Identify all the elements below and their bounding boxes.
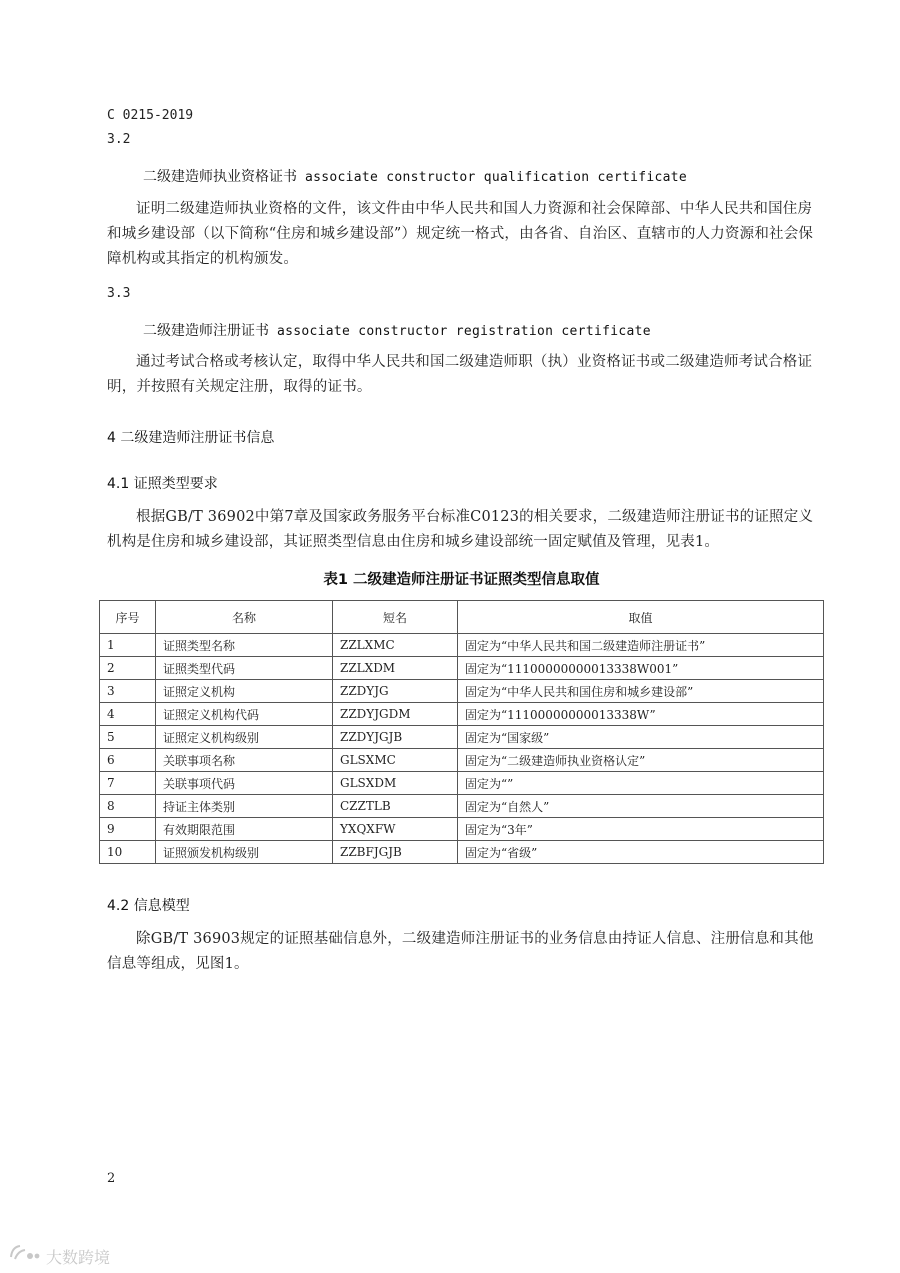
- row-number: 3: [100, 680, 156, 703]
- table-row: [100, 703, 824, 726]
- certificate-type-table: [99, 600, 824, 864]
- row-value: 固定为“二级建造师执业资格认定”: [458, 749, 824, 772]
- row-number: 10: [100, 841, 156, 864]
- row-short-name: ZZDYJGJB: [333, 726, 458, 749]
- term-3-2-en: associate constructor qualification certificate: [305, 170, 687, 185]
- logo-icon: [8, 1243, 42, 1269]
- doc-code: C 0215-2019: [107, 108, 194, 123]
- term-3-2: [143, 166, 687, 186]
- header-cell: 取值: [458, 601, 824, 634]
- row-short-name: CZZTLB: [333, 795, 458, 818]
- row-name: 证照类型代码: [156, 657, 333, 680]
- row-name: 持证主体类别: [156, 795, 333, 818]
- watermark: [8, 1243, 110, 1269]
- row-name: 有效期限范围: [156, 818, 333, 841]
- row-short-name: GLSXMC: [333, 749, 458, 772]
- table-caption: 表1 二级建造师注册证书证照类型信息取值: [323, 572, 600, 588]
- row-value: 固定为“省级”: [458, 841, 824, 864]
- row-short-name: GLSXDM: [333, 772, 458, 795]
- row-value: 固定为“中华人民共和国住房和城乡建设部”: [458, 680, 824, 703]
- paragraph-4-1: 根据GB/T 36902中第7章及国家政务服务平台标准C0123的相关要求，二级建造师注册证书的证照定义机构是住房和城乡建设部，其证照类型信息由住房和城乡建设部统一固定赋值及管理，见表1。: [107, 509, 814, 550]
- table-header-row: [100, 601, 824, 634]
- table-row: [100, 772, 824, 795]
- heading-4: 4 二级建造师注册证书信息: [107, 430, 275, 446]
- definition-3-3: 通过考试合格或考核认定，取得中华人民共和国二级建造师职（执）业资格证书或二级建造师考试合格证明，并按照有关规定注册，取得的证书。: [107, 354, 813, 395]
- heading-4-1: 4.1 证照类型要求: [107, 476, 218, 492]
- row-value: 固定为“中华人民共和国二级建造师注册证书”: [458, 634, 824, 657]
- row-value: 固定为“自然人”: [458, 795, 824, 818]
- row-value: 固定为“国家级”: [458, 726, 824, 749]
- term-3-3-en: associate constructor registration certificate: [277, 324, 651, 339]
- row-name: 证照类型名称: [156, 634, 333, 657]
- row-number: 7: [100, 772, 156, 795]
- header-cell: 序号: [100, 601, 156, 634]
- row-name: 证照定义机构级别: [156, 726, 333, 749]
- row-name: 证照定义机构代码: [156, 703, 333, 726]
- row-short-name: ZZLXMC: [333, 634, 458, 657]
- definition-3-2: 证明二级建造师执业资格的文件，该文件由中华人民共和国人力资源和社会保障部、中华人民共和国住房和城乡建设部（以下简称“住房和城乡建设部”）规定统一格式，由各省、自治区、直辖市的人力资源和社会保障机构或其指定的机构颁发。: [107, 201, 814, 267]
- row-short-name: ZZDYJGDM: [333, 703, 458, 726]
- row-number: 2: [100, 657, 156, 680]
- row-name: 关联事项名称: [156, 749, 333, 772]
- row-number: 4: [100, 703, 156, 726]
- table-row: [100, 680, 824, 703]
- paragraph-4-2: 除GB/T 36903规定的证照基础信息外，二级建造师注册证书的业务信息由持证人信息、注册信息和其他信息等组成，见图1。: [107, 931, 814, 972]
- row-name: 证照颁发机构级别: [156, 841, 333, 864]
- table-row: [100, 795, 824, 818]
- term-3-3-cn: 二级建造师注册证书: [143, 323, 269, 339]
- table-row: [100, 634, 824, 657]
- table-row: [100, 657, 824, 680]
- row-name: 证照定义机构: [156, 680, 333, 703]
- row-number: 8: [100, 795, 156, 818]
- section-number-3-2: 3.2: [107, 132, 131, 147]
- header-cell: 名称: [156, 601, 333, 634]
- row-value: 固定为“11100000000013338W001”: [458, 657, 824, 680]
- row-short-name: ZZDYJG: [333, 680, 458, 703]
- heading-4-2: 4.2 信息模型: [107, 898, 190, 914]
- row-value: 固定为“3年”: [458, 818, 824, 841]
- table-row: [100, 726, 824, 749]
- row-number: 1: [100, 634, 156, 657]
- page-number: 2: [107, 1171, 116, 1186]
- watermark-text: 大数跨境: [46, 1247, 111, 1267]
- row-short-name: ZZLXDM: [333, 657, 458, 680]
- row-number: 6: [100, 749, 156, 772]
- table-row: [100, 749, 824, 772]
- row-value: 固定为“”: [458, 772, 824, 795]
- row-value: 固定为“11100000000013338W”: [458, 703, 824, 726]
- row-short-name: YXQXFW: [333, 818, 458, 841]
- table-row: [100, 841, 824, 864]
- row-name: 关联事项代码: [156, 772, 333, 795]
- row-short-name: ZZBFJGJB: [333, 841, 458, 864]
- term-3-3: [143, 320, 651, 340]
- row-number: 5: [100, 726, 156, 749]
- term-3-2-cn: 二级建造师执业资格证书: [143, 169, 297, 185]
- header-cell: 短名: [333, 601, 458, 634]
- table-row: [100, 818, 824, 841]
- section-number-3-3: 3.3: [107, 286, 131, 301]
- row-number: 9: [100, 818, 156, 841]
